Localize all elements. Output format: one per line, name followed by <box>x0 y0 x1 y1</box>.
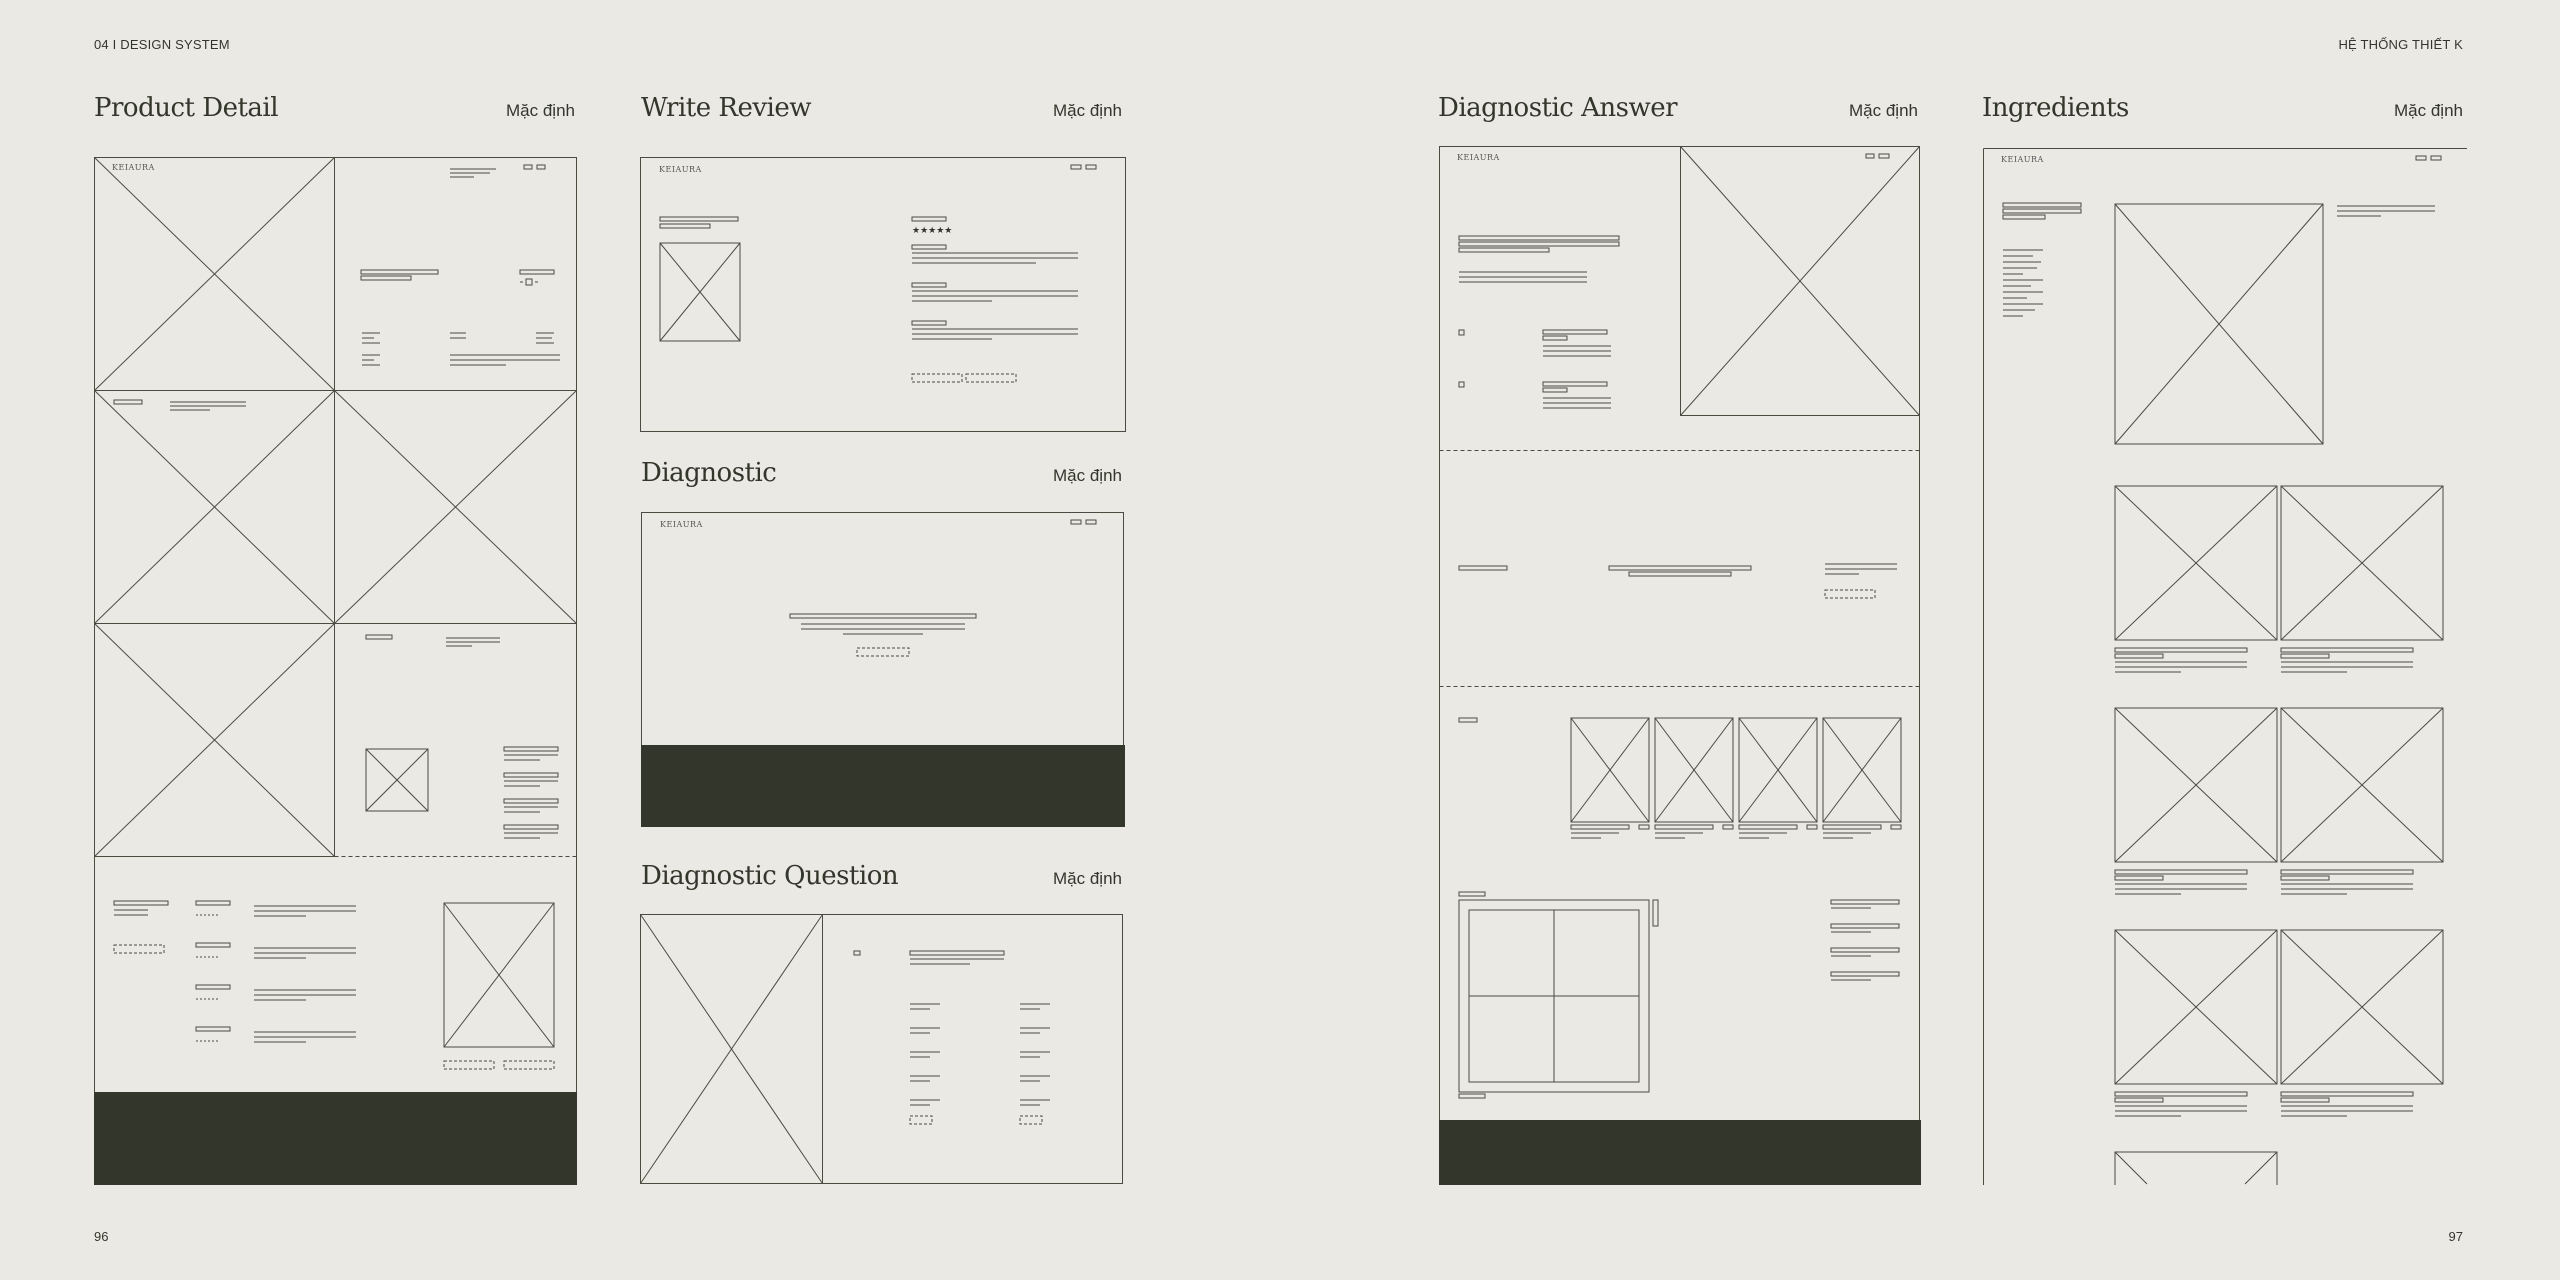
screen-title-write-review: Write Review <box>641 93 812 123</box>
diagnostic-wireframe <box>641 512 1125 827</box>
write-review-wireframe <box>640 157 1127 433</box>
screen-title-product-detail: Product Detail <box>94 93 279 123</box>
screen-title-diagnostic: Diagnostic <box>641 458 777 488</box>
logo: KEIAURA <box>659 165 702 174</box>
state-label-ingredients: Mặc định <box>2394 101 2463 120</box>
state-label-diagnostic-question: Mặc định <box>1053 869 1122 888</box>
logo: KEIAURA <box>660 520 703 529</box>
ingredients-wireframe <box>1983 148 2467 1185</box>
section-header: 04 I DESIGN SYSTEM <box>94 37 230 52</box>
section-header-right: HỆ THỐNG THIẾT K <box>2338 37 2463 52</box>
state-label-product-detail: Mặc định <box>506 101 575 120</box>
logo: KEIAURA <box>1457 153 1500 162</box>
state-label-diagnostic: Mặc định <box>1053 466 1122 485</box>
screen-title-ingredients: Ingredients <box>1982 93 2129 123</box>
diagnostic-question-wireframe <box>640 914 1124 1185</box>
screen-title-diagnostic-answer: Diagnostic Answer <box>1438 93 1678 123</box>
state-label-diagnostic-answer: Mặc định <box>1849 101 1918 120</box>
page-number-right: 97 <box>2448 1229 2463 1244</box>
page-number-left: 96 <box>94 1229 109 1244</box>
screen-title-diagnostic-question: Diagnostic Question <box>641 861 899 891</box>
rating-stars: ★★★★★ <box>912 225 953 235</box>
diagnostic-answer-wireframe <box>1439 146 1921 1185</box>
product-detail-wireframe <box>94 157 578 1185</box>
state-label-write-review: Mặc định <box>1053 101 1122 120</box>
logo: KEIAURA <box>112 163 155 172</box>
logo: KEIAURA <box>2001 155 2044 164</box>
